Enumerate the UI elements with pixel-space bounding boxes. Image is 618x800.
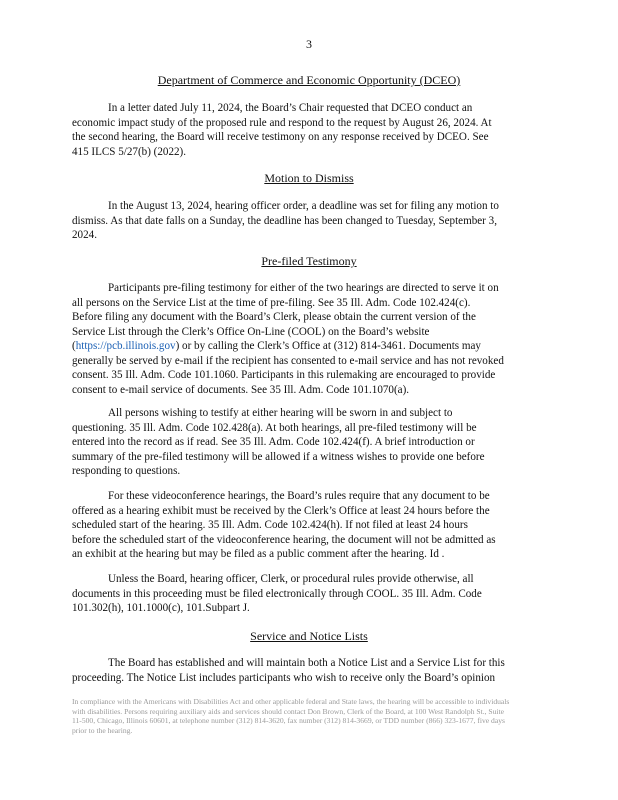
section-heading-pre-filed-testimony: Pre-filed Testimony [261, 254, 357, 268]
paragraph-motion-to-dismiss: In the August 13, 2024, hearing officer order, a deadline was set for filing any motion to dismiss. As that date falls on a Sunday, the deadline has been changed to Tuesday, September 3, 2024. [72, 200, 499, 241]
section-heading-dceo: Department of Commerce and Economic Opportunity (DCEO) [157, 73, 461, 87]
accessibility-footer-note: In compliance with the Americans with Disabilities Act and other applicable federal and State laws, the hearing will be accessible to individuals with disabilities. Persons requiring auxiliary aids and services should contact Don Brown, Clerk of the Board, at 100 West Randolph St., Suite 11-500, Chicago, Illinois 60601, at telephone number (312) 814-3620, fax number (312) 814-3669, or TDD number (866) 323-1677, five days prior to the hearing. [72, 697, 510, 735]
board-website-link[interactable]: https://pcb.illinois.gov [75, 340, 176, 352]
paragraph-dceo: In a letter dated July 11, 2024, the Board’s Chair requested that DCEO conduct an economic impact study of the proposed rule and respond to the request by August 26, 2024. At the second hearing, the Board will receive testimony on any response received by DCEO. See 415 ILCS 5/27(b) (2022). [72, 102, 492, 158]
paragraph-testify-sworn: All persons wishing to testify at either hearing will be sworn in and subject to questioning. 35 Ill. Adm. Code 102.428(a). At both hearings, all pre-filed testimony will be entered into the record as if read. See 35 Ill. Adm. Code 102.424(f). A brief introduction or summary of the pre-filed testimony will be allowed if a witness wishes to provide one before responding to questions. [72, 407, 485, 477]
section-heading-service-notice-lists: Service and Notice Lists [250, 629, 368, 643]
paragraph-videoconference-exhibits: For these videoconference hearings, the Board’s rules require that any document to be offered as a hearing exhibit must be received by the Clerk’s Office at least 24 hours before the scheduled start of the hearing. 35 Ill. Adm. Code 102.424(h). If not filed at least 24 hours before the scheduled start of the videoconference hearing, the document will not be admitted as an exhibit at the hearing but may be filed as a public comment after the hearing. Id . [72, 490, 496, 560]
paragraph-service-notice-lists: The Board has established and will maintain both a Notice List and a Service List for this proceeding. The Notice List includes participants who wish to receive only the Board’s opinion [72, 657, 505, 684]
paragraph-electronic-filing: Unless the Board, hearing officer, Clerk, or procedural rules provide otherwise, all documents in this proceeding must be filed electronically through COOL. 35 Ill. Adm. Code 101.302(h), 101.1000(c), 101.Subpart J. [72, 573, 482, 614]
paragraph-prefiling-service: Participants pre-filing testimony for either of the two hearings are directed to serve it on all persons on the Service List at the time of pre-filing. See 35 Ill. Adm. Code 102.424(c). Before filing any document with the Board’s Clerk, please obtain the current version of the Service List through the Clerk’s Office On-Line (COOL) on the Board’s website (https://pcb.illinois.gov) or by calling the Clerk’s Office at (312) 814-3461. Documents may generally be served by e-mail if the recipient has consented to e-mail service and has not revoked consent. 35 Ill. Adm. Code 101.1060. Participants in this rulemaking are encouraged to provide consent to e-mail service of documents. See 35 Ill. Adm. Code 101.1070(a). [72, 282, 504, 396]
section-heading-motion-to-dismiss: Motion to Dismiss [264, 171, 354, 185]
page-number: 3 [306, 37, 312, 51]
